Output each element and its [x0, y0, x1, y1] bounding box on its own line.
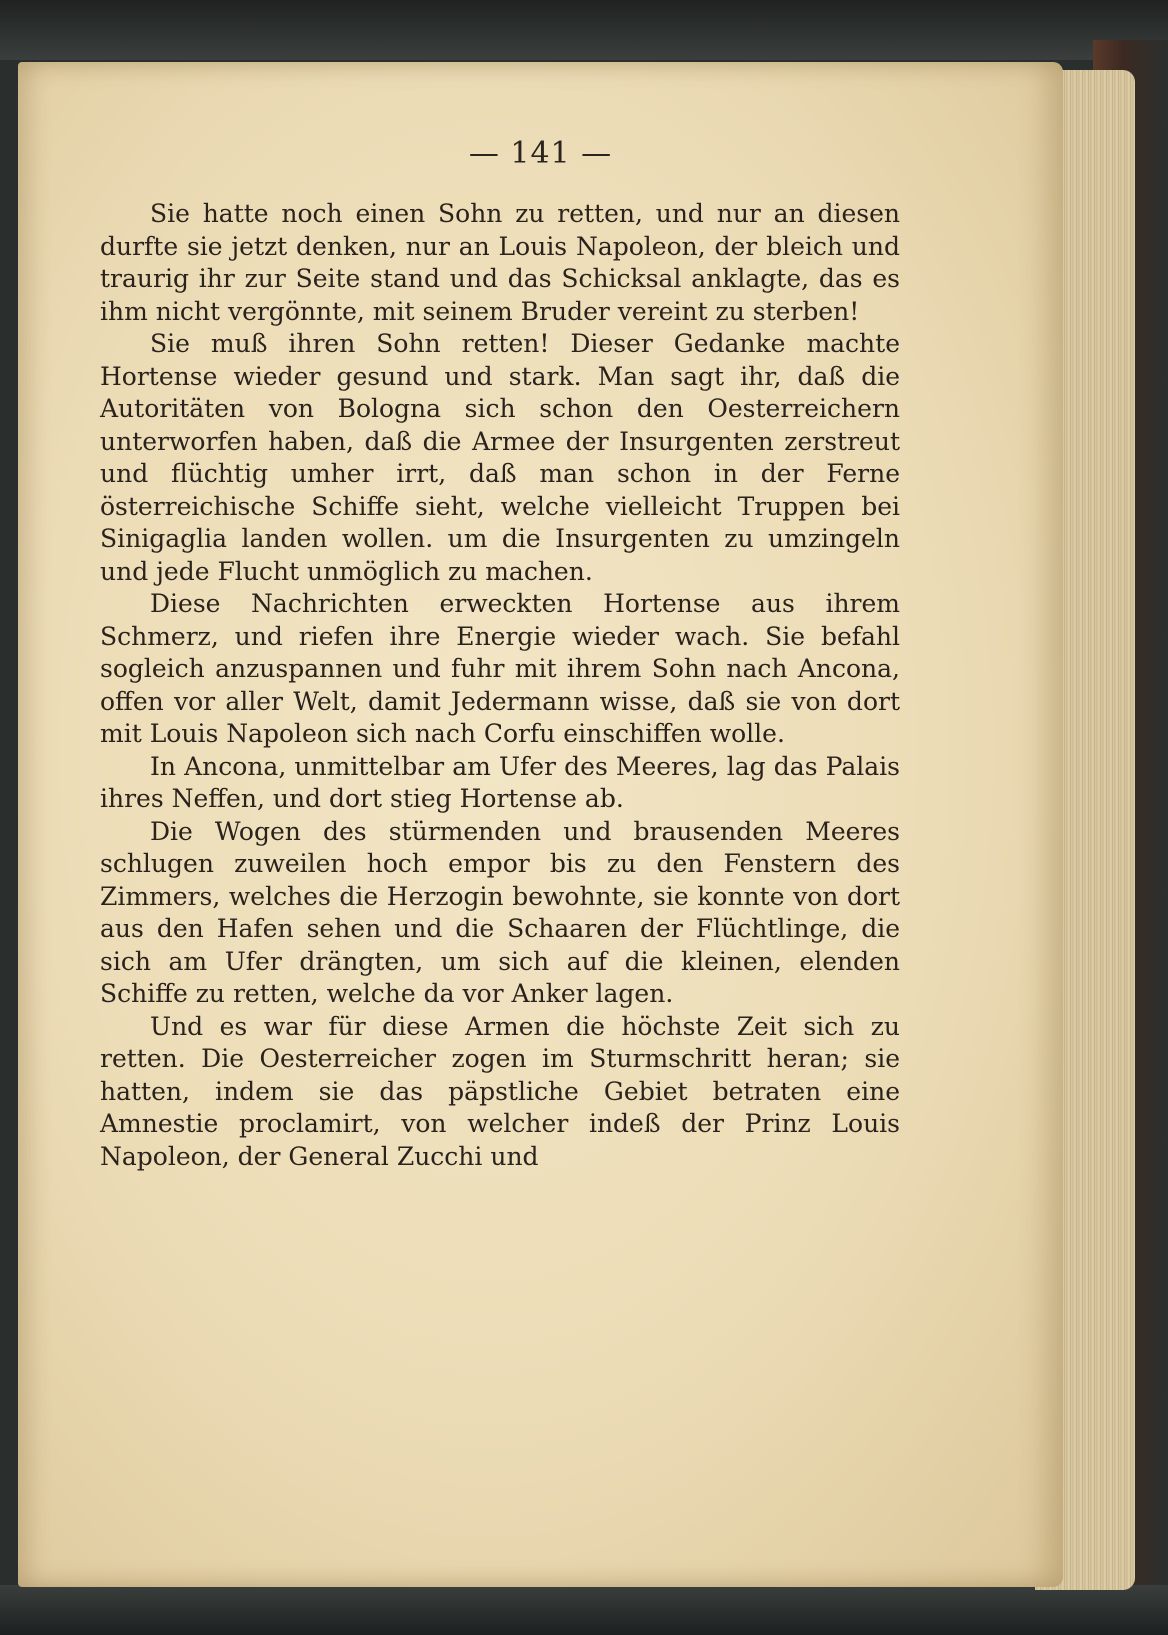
paragraph: Und es war für diese Armen die höchste Zeit sich zu retten. Die Oesterreicher zogen im Sturmschritt heran; sie hatten, indem sie das päpstliche Gebiet betraten eine Amnestie proclamirt, von welcher indeß der Prinz Louis Napoleon, der General Zucchi und [100, 1011, 900, 1171]
paragraph: Sie muß ihren Sohn retten! Dieser Gedanke machte Hortense wieder gesund und stark. Man sagt ihr, daß die Autoritäten von Bologna sich schon den Oesterreichern unterworfen haben, daß die Armee der Insurgenten zerstreut und flüchtig umher irrt, daß man schon in der Ferne österreichische Schiffe sieht, welche vielleicht Truppen bei Sinigaglia landen wollen. um die Insurgenten zu umzingeln und jede Flucht unmöglich zu machen. [100, 329, 900, 586]
paragraph: Sie hatte noch einen Sohn zu retten, und nur an diesen durfte sie jetzt denken, nur an Louis Napoleon, der bleich und traurig ihr zur Seite stand und das Schicksal anklagte, das es ihm nicht vergönnte, mit seinem Bruder vereint zu sterben! [100, 199, 900, 326]
paragraph: Diese Nachrichten erweckten Hortense aus ihrem Schmerz, und riefen ihre Energie wieder wach. Sie befahl sogleich anzuspannen und fuhr mit ihrem Sohn nach Ancona, offen vor aller Welt, damit Jedermann wisse, daß sie von dort mit Louis Napoleon sich nach Corfu einschiffen wolle. [100, 589, 900, 748]
page-text [100, 198, 900, 1173]
paragraph: In Ancona, unmittelbar am Ufer des Meeres, lag das Palais ihres Neffen, und dort stieg Hortense ab. [100, 751, 900, 813]
page-number: — 141 — [468, 136, 613, 171]
paragraph: Die Wogen des stürmenden und brausenden Meeres schlugen zuweilen hoch empor bis zu den Fenstern des Zimmers, welches die Herzogin bewohnte, sie konnte von dort aus den Hafen sehen und die Schaaren der Flüchtlinge, die sich am Ufer drängten, um sich auf die kleinen, elenden Schiffe zu retten, welche da vor Anker lagen. [100, 816, 900, 1008]
book-cover-bottom [0, 1585, 1168, 1635]
book-page [18, 62, 1063, 1587]
book-cover-top [0, 0, 1168, 60]
